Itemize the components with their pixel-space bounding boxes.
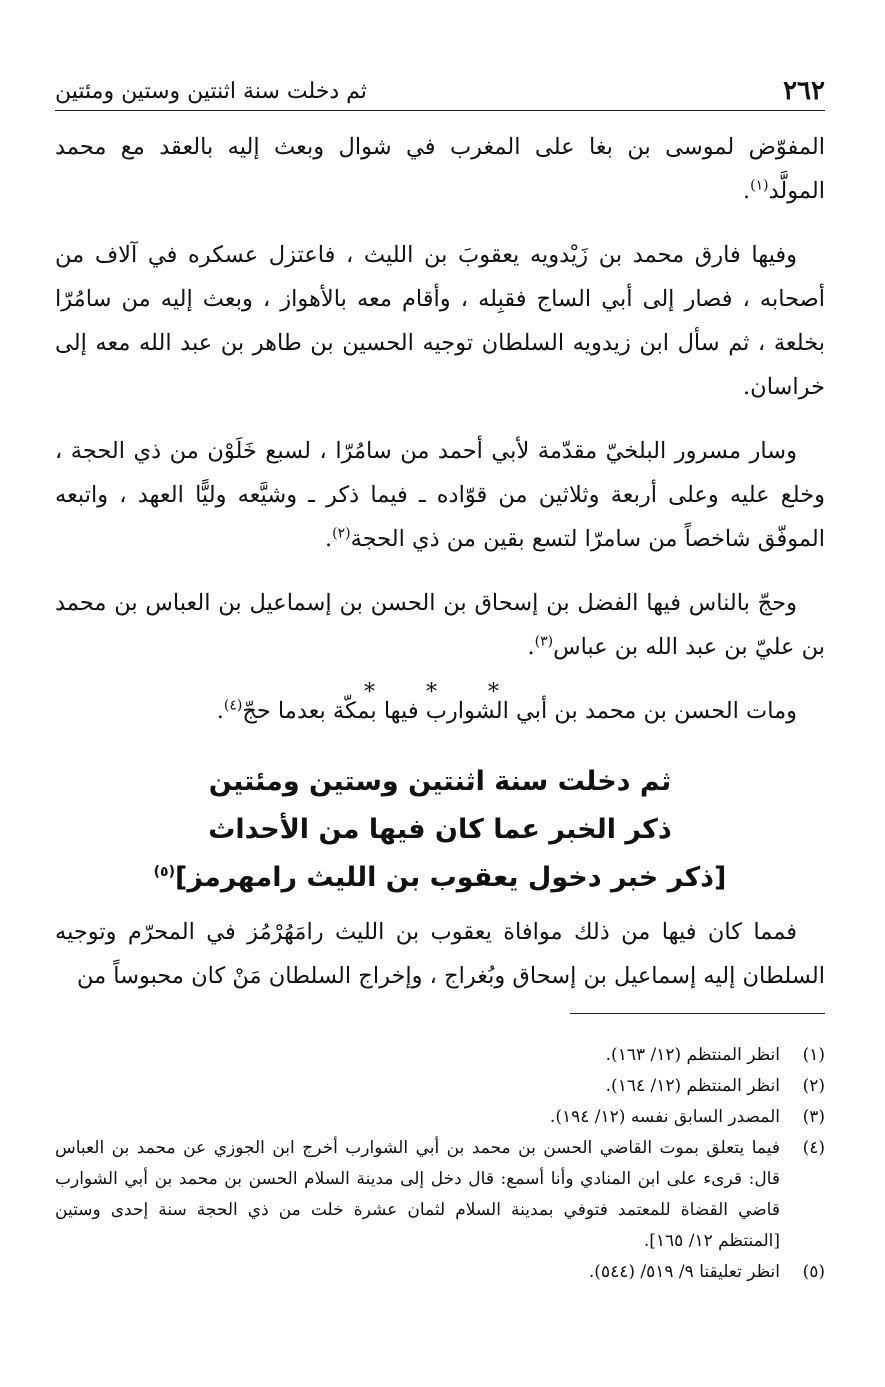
paragraph: وسار مسرور البلخيّ مقدّمة لأبي أحمد من سامُرّا ، لسبع خَلَوْن من ذي الحجة ، وخلع عليه وعلى أربعة وثلاثين من قوّاده ـ فيما ذكر ـ وشيَّعه وليًّا العهد ، واتبعه الموفّق شاخصاً من سامرّا لتسع بقين من ذي الحجة$^{(٢)}$. — [55, 438, 825, 552]
main-text — [55, 910, 825, 998]
footnote-text: انظر المنتظم (١٢/ ١٦٣). — [605, 1045, 780, 1065]
footnote-ref: (١) — [750, 177, 769, 194]
footnotes — [55, 1040, 825, 1288]
footnote-text: فيما يتعلق بموت القاضي الحسن بن محمد بن أبي الشوارب أخرج ابن الجوزي عن محمد بن العباس قال: قرىء على ابن المنادي وأنا أسمع: قال دخل إلى مدينة السلام الحسن بن محمد بن أبي الشوارب قاضي القضاة للمعتمد فتوفي بمدينة السلام لثمان عشرة خلت من ذي الحجة سنة إحدى وستين [المنتظم ١٢/ ١٦٥]. — [55, 1138, 780, 1251]
footnote-number: (٥) — [802, 1262, 825, 1282]
running-title: ثم دخلت سنة اثنتين وستين ومئتين — [55, 79, 367, 104]
footnote-separator — [570, 1013, 825, 1014]
footnote-ref: (٣) — [534, 633, 554, 650]
paragraph: ومات الحسن بن محمد بن أبي الشوارب فيها بمكّة بعدما حجّ$^{(٤)}$. — [216, 697, 797, 724]
subsection-heading: [ذكر خبر دخول يعقوب بن الليث رامهرمز]$^{(٥)}$ — [153, 862, 727, 893]
paragraph: وحجّ بالناس فيها الفضل بن إسحاق بن الحسن بن إسماعيل بن العباس بن محمد بن عليّ بن عبد الله بن عباس$^{(٣)}$. — [55, 590, 825, 660]
section-headings — [55, 760, 825, 904]
footnote-text: انظر تعليقنا ٩/ ٥١٩/ (٥٤٤). — [588, 1262, 780, 1282]
footnote-text: انظر المنتظم (١٢/ ١٦٤). — [605, 1076, 780, 1096]
footnote-text: المصدر السابق نفسه (١٢/ ١٩٤). — [549, 1107, 780, 1127]
footnote-ref: (٤) — [223, 697, 243, 714]
footnote-number: (١) — [802, 1045, 825, 1065]
footnote-ref: (٥) — [153, 864, 175, 880]
footnote-number: (٣) — [802, 1107, 825, 1127]
paragraph: فمما كان فيها من ذلك موافاة يعقوب بن الليث رامَهُرْمُز في المحرّم وتوجيه السلطان إليه إسماعيل بن إسحاق وبُغراج ، وإخراج السلطان مَنْ كان محبوساً من — [55, 919, 825, 989]
footnote-ref: (٢) — [332, 525, 351, 542]
paragraph: المفوّض لموسى بن بغا على المغرب في شوال وبعث إليه بالعقد مع محمد المولَّد$^{(١)}$. — [55, 134, 825, 204]
section-ornament: * * * — [364, 680, 521, 705]
footnote — [55, 1040, 825, 1071]
footnote — [55, 1133, 825, 1257]
footnote — [55, 1102, 825, 1133]
year-heading: ثم دخلت سنة اثنتين وستين ومئتين — [208, 766, 672, 797]
page-header — [55, 70, 825, 111]
footnote — [55, 1257, 825, 1288]
events-heading: ذكر الخبر عما كان فيها من الأحداث — [208, 814, 672, 845]
footnote — [55, 1071, 825, 1102]
paragraph: وفيها فارق محمد بن زَيْدويه يعقوبَ بن الليث ، فاعتزل عسكره في آلاف من أصحابه ، فصار إلى أبي الساج فقبِله ، وأقام معه بالأهواز ، وبعث إليه من سامُرّا بخلعة ، ثم سأل ابن زيدويه السلطان توجيه الحسين بن طاهر بن عبد الله معه إلى خراسان. — [55, 242, 825, 400]
body-text — [55, 125, 825, 753]
page-number: ٢٦٢ — [783, 76, 825, 106]
footnote-number: (٢) — [802, 1076, 825, 1096]
footnote-number: (٤) — [802, 1138, 825, 1158]
